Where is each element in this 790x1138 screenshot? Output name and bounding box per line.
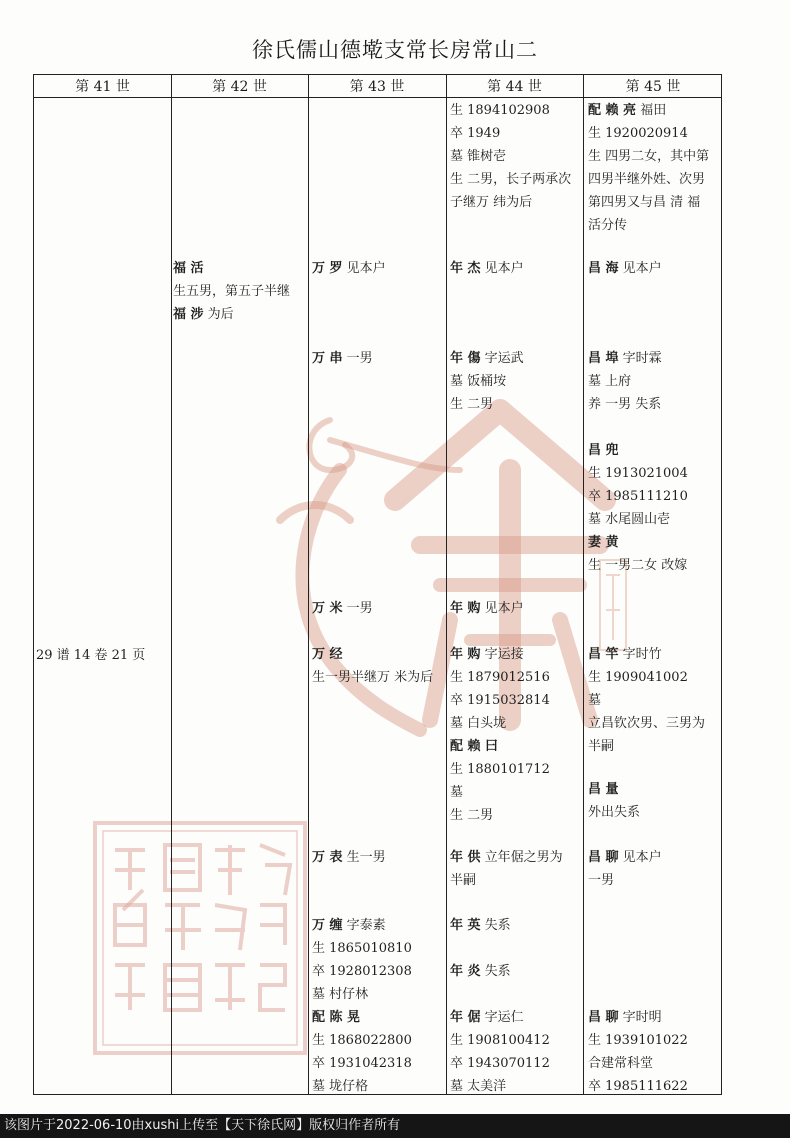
person-name: 年 杰 — [450, 261, 481, 276]
person-detail: 第四男又与昌 清 福 — [588, 195, 701, 210]
person-wanbiao — [312, 846, 386, 869]
person-niangou-2 — [450, 643, 550, 827]
person-niangou-1 — [450, 597, 524, 620]
header-divider — [34, 97, 721, 98]
person-name: 昌 海 — [588, 261, 619, 276]
death-date: 卒 1931042318 — [312, 1056, 412, 1071]
source-reference: 29 谱 14 卷 21 页 — [36, 648, 146, 663]
person-detail: 为后 — [203, 307, 234, 322]
person-detail: 四男半继外姓、次男 — [588, 172, 706, 187]
person-fuhuo — [173, 257, 290, 326]
person-wanmi — [312, 597, 373, 620]
person-name: 年 英 — [450, 918, 481, 933]
person-detail: 生 四男二女，其中第 — [588, 149, 710, 164]
birth-date: 生 1880101712 — [450, 762, 550, 777]
spouse-name: 配 赖 曰 — [450, 739, 499, 754]
person-detail: 见本户 — [618, 850, 662, 865]
spouse-name: 配 陈 晃 — [312, 1010, 361, 1025]
header-gen-43: 第 43 世 — [349, 79, 405, 95]
birth-date: 生 1879012516 — [450, 670, 550, 685]
person-detail: 立昌钦次男、三男为 — [588, 716, 706, 731]
person-nianying — [450, 914, 511, 937]
death-date: 卒 1985111210 — [588, 489, 688, 504]
person-detail: 活分传 — [588, 218, 628, 233]
person-name: 年 购 — [450, 647, 481, 662]
person-nianyang — [450, 347, 524, 416]
person-detail: 见本户 — [342, 261, 386, 276]
person-detail: 生一男半继万 米为后 — [312, 670, 434, 685]
person-name: 昌 兜 — [588, 443, 619, 458]
birth-date: 生 1868022800 — [312, 1033, 412, 1048]
person-detail: 字运接 — [480, 647, 524, 662]
person-name: 万 罗 — [312, 261, 343, 276]
person-detail: 半嗣 — [450, 873, 477, 888]
birth-date: 生 1894102908 — [450, 103, 550, 118]
spouse-name: 妻 黄 — [588, 535, 619, 550]
person-laiwan — [588, 99, 709, 237]
person-name: 昌 聊 — [588, 1010, 619, 1025]
person-detail: 一男 — [342, 601, 373, 616]
birth-date: 生 1865010810 — [312, 941, 412, 956]
person-wanjing — [312, 643, 433, 689]
person-wanchan — [312, 914, 412, 1098]
person-name: 昌 埠 — [588, 351, 619, 366]
person-name: 万 经 — [312, 647, 343, 662]
birth-date: 生 1920020914 — [588, 126, 688, 141]
person-detail: 一男 — [588, 873, 615, 888]
person-detail: 字时霖 — [618, 351, 662, 366]
person-detail: 字时竹 — [618, 647, 662, 662]
person-detail: 生五男，第五子半继 — [173, 284, 291, 299]
tomb-location: 墓 太美洋 — [450, 1079, 507, 1094]
spouse-name: 配 赖 亮 — [588, 103, 637, 118]
person-detail: 失系 — [480, 964, 511, 979]
person-detail: 见本户 — [618, 261, 662, 276]
person-detail: 生 一男二女 改嫁 — [588, 558, 688, 573]
person-name: 昌 聊 — [588, 850, 619, 865]
header-gen-45: 第 45 世 — [625, 79, 681, 95]
person-name: 年 倨 — [450, 1010, 481, 1025]
tomb-location: 墓 水尾圆山壱 — [588, 512, 671, 527]
column-divider — [308, 75, 309, 1094]
person-detail: 养 一男 失系 — [588, 397, 662, 412]
person-changhai — [588, 257, 662, 280]
upload-credit-footer: 该图片于2022-06-10由xushi上传至【天下徐氏网】版权归作者所有 — [0, 1114, 790, 1138]
person-wanluo — [312, 257, 386, 280]
header-gen-42: 第 42 世 — [212, 79, 267, 95]
person-detail: 生一男 — [342, 850, 386, 865]
person-niangong — [450, 846, 563, 892]
person-name: 福 活 — [173, 261, 204, 276]
person-name: 万 串 — [312, 351, 343, 366]
person-wanchuan — [312, 347, 373, 370]
person-changpin-2 — [588, 1006, 688, 1098]
person-detail: 生 二男 — [450, 808, 494, 823]
person-name: 万 米 — [312, 601, 343, 616]
person-changgan — [588, 643, 705, 758]
person-detail: 生 二男，长子两承次 — [450, 172, 572, 187]
tomb-location: 墓 — [450, 785, 464, 800]
person-name: 年 购 — [450, 601, 481, 616]
person-name: 昌 竿 — [588, 647, 619, 662]
person-name: 昌 量 — [588, 782, 619, 797]
person-detail: 立年倨之男为 — [480, 850, 563, 865]
person-changbu — [588, 347, 662, 416]
page-title: 徐氏儒山德墘支常长房常山二 — [252, 38, 538, 62]
person-changdou — [588, 439, 688, 577]
person-detail: 外出失系 — [588, 805, 641, 820]
person-detail: 半嗣 — [588, 739, 615, 754]
person-detail: 一男 — [342, 351, 373, 366]
person-detail: 见本户 — [480, 261, 524, 276]
person-detail: 失系 — [480, 918, 511, 933]
person-detail: 子继万 纬为后 — [450, 195, 533, 210]
person-nianyan — [450, 960, 511, 983]
person-name: 福 涉 — [173, 307, 204, 322]
person-name: 万 表 — [312, 850, 343, 865]
person-detail: 字泰素 — [342, 918, 386, 933]
column-divider — [446, 75, 447, 1094]
death-date: 卒 1949 — [450, 126, 501, 141]
person-changpin-1 — [588, 846, 662, 892]
person-nianjie — [450, 257, 524, 280]
column-divider — [583, 75, 584, 1094]
tomb-location: 墓 — [588, 693, 602, 708]
person-detail: 合建常科堂 — [588, 1056, 654, 1071]
header-gen-41: 第 41 世 — [75, 79, 130, 95]
death-date: 卒 1985111622 — [588, 1079, 688, 1094]
person-name: 年 供 — [450, 850, 481, 865]
birth-date: 生 1908100412 — [450, 1033, 550, 1048]
person-detail: 见本户 — [480, 601, 524, 616]
birth-date: 生 1939101022 — [588, 1033, 688, 1048]
gen41-note — [36, 644, 145, 667]
birth-date: 生 1913021004 — [588, 466, 688, 481]
birth-date: 生 1909041002 — [588, 670, 688, 685]
person-name: 万 缠 — [312, 918, 343, 933]
tomb-location: 墓 村仔林 — [312, 987, 369, 1002]
death-date: 卒 1915032814 — [450, 693, 550, 708]
header-gen-44: 第 44 世 — [487, 79, 542, 95]
tomb-location: 墓 白头垅 — [450, 716, 507, 731]
tomb-location: 墓 锥树壱 — [450, 149, 507, 164]
tomb-location: 墓 上府 — [588, 374, 632, 389]
person-nianju — [450, 1006, 550, 1098]
column-divider — [171, 75, 172, 1094]
person-detail: 字时明 — [618, 1010, 662, 1025]
person-gen44-top — [450, 99, 571, 214]
person-detail: 字运仁 — [480, 1010, 524, 1025]
person-changliang — [588, 778, 640, 824]
person-detail: 生 二男 — [450, 397, 494, 412]
tomb-location: 墓 饭桶垵 — [450, 374, 507, 389]
person-name: 年 炎 — [450, 964, 481, 979]
person-detail: 字运武 — [480, 351, 524, 366]
tomb-location: 墓 垅仔格 — [312, 1079, 369, 1094]
death-date: 卒 1943070112 — [450, 1056, 550, 1071]
death-date: 卒 1928012308 — [312, 964, 412, 979]
person-detail: 福田 — [636, 103, 667, 118]
person-name: 年 傷 — [450, 351, 481, 366]
